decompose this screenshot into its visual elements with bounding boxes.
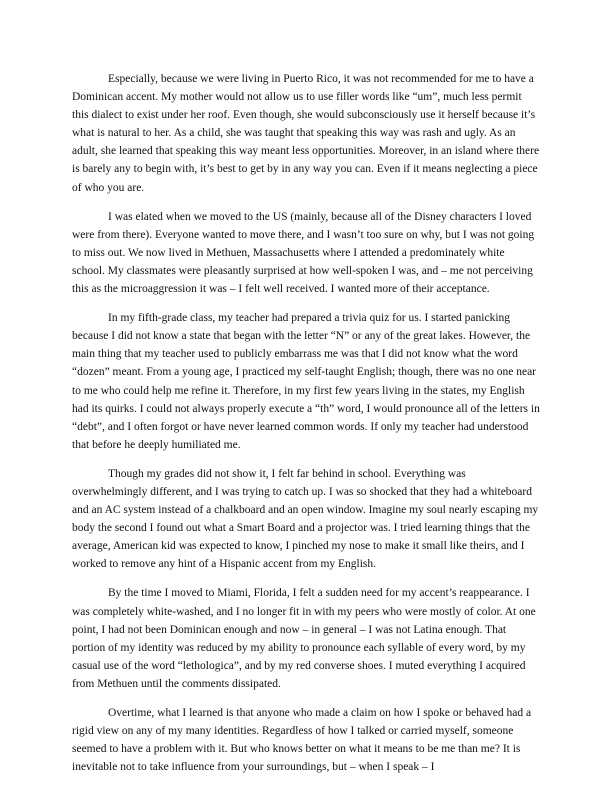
paragraph-moving-to-us: I was elated when we moved to the US (mainly, because all of the Disney characters I loved were from there). Everyone wanted to move there, and I wasn’t too sure on why, but I was not going to miss out. We now lived in Methuen, Massachusetts where I attended a predominately white school. My classmates were pleasantly surprised at how well-spoken I was, and – me not perceiving this as the microaggression it was – I felt well received. I wanted more of their acceptance. (72, 210, 535, 296)
paragraph-miami: By the time I moved to Miami, Florida, I felt a sudden need for my accent’s reappearance. I was completely white-washed, and I no longer fit in with my peers who were mostly of color. At one point, I had not been Dominican enough and now – in general – I was not Latina enough. That portion of my identity was reduced by my ability to pronounce each syllable of every word, by my casual use of the word “lethologica”, and by my red converse shoes. I muted everything I acquired from Methuen until the comments dissipated. (72, 587, 536, 690)
paragraph-overtime: Overtime, what I learned is that anyone who made a claim on how I spoke or behaved had a rigid view on any of my many identities. Regardless of how I talked or carried myself, someone seemed to have a problem with it. But who knows better on what it means to be me than me? It is inevitable not to take influence from your surroundings, but – when I speak – I (72, 707, 532, 774)
paragraph-school-differences: Though my grades did not show it, I felt far behind in school. Everything was overwhelmingly different, and I was trying to catch up. I was so shocked that they had a whiteboard and an AC system instead of a chalkboard and an open window. Imagine my soul nearly escaping my body the second I found out what a Smart Board and a projector was. I tried learning things that the average, American kid was expected to know, I pinched my nose to make it small like theirs, and I worked to remove any hint of a Hispanic accent from my English. (72, 467, 539, 571)
paragraph-puerto-rico: Especially, because we were living in Puerto Rico, it was not recommended for me to have a Dominican accent. My mother would not allow us to use filler words like “um”, much less permit this dialect to exist under her roof. Even though, she would subconsciously use it herself because it’s what is natural to her. As a child, she was taught that speaking this way was rash and ugly. As an adult, she learned that speaking this way meant less opportunities. Moreover, in an island where there is barely any to begin with, it’s best to get by in any way you can. Even if it means neglecting a piece of who you are. (72, 73, 540, 194)
paragraph-fifth-grade: In my fifth-grade class, my teacher had prepared a trivia quiz for us. I started panicking because I did not know a state that began with the letter “N” or any of the great lakes. However, the main thing that my teacher used to publicly embarrass me was that I did not know what the word “dozen” meant. From a young age, I practiced my self-taught English; though, there was no one near to me who could help me refine it. Therefore, in my first few years living in the states, my English had its quirks. I could not always properly execute a “th” word, I would pronounce all of the letters in “debt”, and I often forgot or have never learned common words. If only my teacher had understood that before he deeply humiliated me. (72, 312, 540, 451)
essay-body (72, 70, 540, 787)
